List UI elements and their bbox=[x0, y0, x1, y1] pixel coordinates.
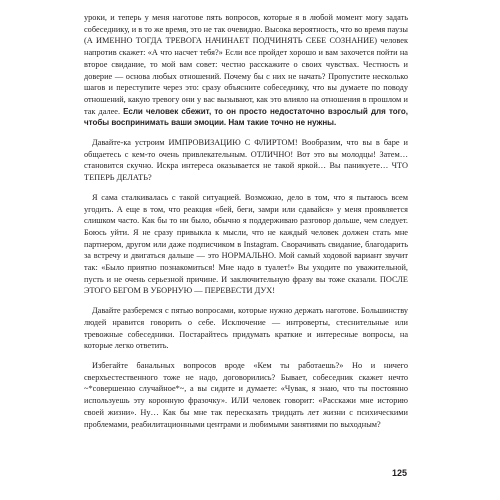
paragraph-1 bbox=[84, 12, 408, 129]
paragraph-1-text: уроки, и теперь у меня наготове пять вопросов, которые я в любой момент могу задать собеседнику, и в то же время, это не так очевидно. Высока вероятность, что во время паузы (А ИМЕННО ТОГДА ТРЕВОГА НАЧИНАЕТ ПОДЧИНЯТЬ СЕБЕ СОЗНАНИЕ) человек напротив скажет: «А что насчет тебя?» Если все пройдет хорошо и вам захочется пойти на второе свидание, то мой вам совет: честно расскажите о своих чувствах. Честность и доверие — основа любых отношений. Почему бы с них не начать? Пропустите несколько шагов и переступите через это: сразу объясните собеседнику, что вы думаете по поводу отношений, какую тревогу они у вас вызывают, как это влияло на отношения в прошлом и так далее. bbox=[84, 13, 408, 116]
page-number: 125 bbox=[392, 468, 408, 478]
paragraph-4: Давайте разберемся с пятью вопросами, которые нужно держать наготове. Большинству людей нравится говорить о себе. Исключение — интроверты, стеснительные или тревожные собеседники. Постарайтесь придумать краткие и интересные вопросы, на которые легко ответить. bbox=[84, 306, 408, 351]
paragraph-1-bold: Если человек сбежит, то он просто недостаточно взрослый для того, чтобы воспринимать ваши эмоции. Нам такие точно не нужны. bbox=[84, 106, 408, 128]
text-block bbox=[84, 12, 408, 438]
paragraph-2: Давайте-ка устроим ИМПРОВИЗАЦИЮ С ФЛИРТОМ! Вообразим, что вы в баре и общаетесь с кем-то очень привлекательным. ОТЛИЧНО! Вот это вы молодцы! Затем… становится скучно. Искра интереса оказывается не такой яркой… Вы паникуете… ЧТО ТЕПЕРЬ ДЕЛАТЬ? bbox=[84, 138, 408, 183]
paragraph-5: Избегайте банальных вопросов вроде «Кем ты работаешь?» Но и ничего сверхъестественного тоже не надо, договорились? Бывает, собеседник скажет нечто ~*совершенно случайное*~, а вы сидите и думаете: «Чувак, я знаю, что ты постоянно используешь эту коронную фразочку». ИЛИ человек говорит: «Расскажи мне историю своей жизни». Ну… Как бы мне так пересказать тридцать лет жизни с психическими проблемами, реабилитационными центрами и любимыми занятиями по выходным? bbox=[84, 360, 408, 429]
paragraph-3: Я сама сталкивалась с такой ситуацией. Возможно, дело в том, что я пытаюсь всем угодить. А еще в том, что реакция «бей, беги, замри или сдавайся» у меня проявляется слишком часто. Как бы то ни было, обычно я поддерживаю разговор дольше, чем следует. Боюсь уйти. Я не сразу привыкла к мысли, что не каждый человек должен стать мне партнером, другом или даже подписчиком в Instagram. Сворачивать свидание, благодарить за встречу и двигаться дальше — это НОРМАЛЬНО. Мой самый ходовой вариант звучит так: «Было приятно познакомиться! Мне надо в туалет!» Вы уходите по уважительной, пусть и не очень серьезной причине. И заключительную фразу вы тоже сказали. ПОСЛЕ ЭТОГО БЕГОМ В УБОРНУЮ — ПЕРЕВЕСТИ ДУХ! bbox=[84, 192, 408, 296]
